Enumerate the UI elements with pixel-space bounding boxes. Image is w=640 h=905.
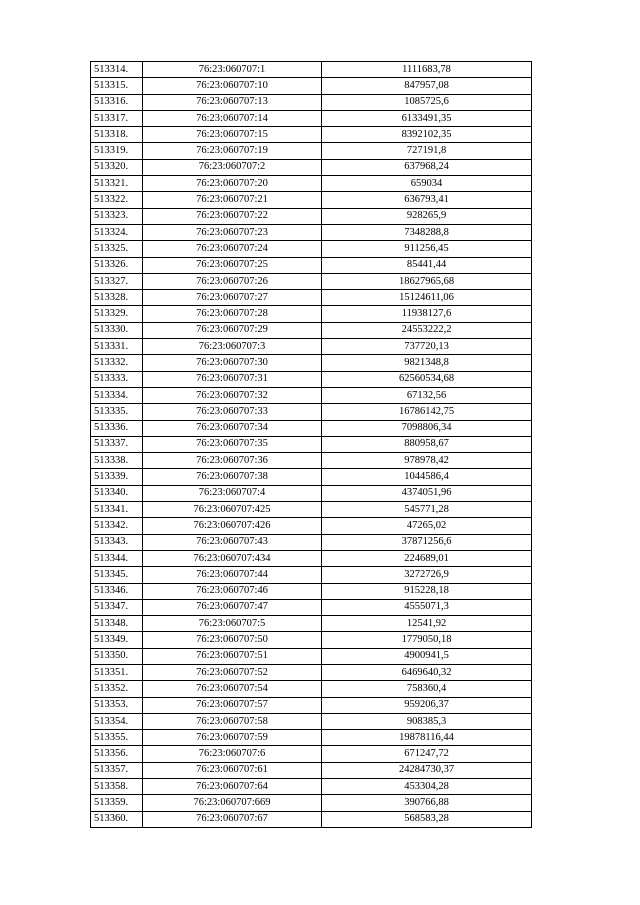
cadastral-number-cell: 76:23:060707:47 [143,599,322,615]
cadastral-number-cell: 76:23:060707:33 [143,404,322,420]
cadastral-number-cell: 76:23:060707:5 [143,616,322,632]
cadastral-number-cell: 76:23:060707:426 [143,518,322,534]
table-row [91,713,532,729]
cadastral-number-cell: 76:23:060707:61 [143,762,322,778]
row-number-cell: 513324. [91,224,143,240]
row-number-cell: 513354. [91,713,143,729]
cadastral-value-cell: 1044586,4 [322,469,532,485]
row-number-cell: 513336. [91,420,143,436]
row-number-cell: 513314. [91,62,143,78]
row-number-cell: 513350. [91,648,143,664]
cadastral-number-cell: 76:23:060707:1 [143,62,322,78]
row-number-cell: 513344. [91,550,143,566]
cadastral-number-cell: 76:23:060707:32 [143,387,322,403]
table-row [91,127,532,143]
cadastral-number-cell: 76:23:060707:26 [143,273,322,289]
cadastral-value-cell: 637968,24 [322,159,532,175]
table-row [91,404,532,420]
table-row [91,224,532,240]
table-row [91,62,532,78]
row-number-cell: 513323. [91,208,143,224]
table-row [91,599,532,615]
table-row [91,502,532,518]
cadastral-value-cell: 7098806,34 [322,420,532,436]
table-row [91,550,532,566]
cadastral-number-cell: 76:23:060707:51 [143,648,322,664]
table-row [91,518,532,534]
table-row [91,648,532,664]
table-row [91,534,532,550]
cadastral-number-cell: 76:23:060707:36 [143,453,322,469]
row-number-cell: 513352. [91,681,143,697]
table-row [91,192,532,208]
cadastral-value-cell: 4555071,3 [322,599,532,615]
cadastral-value-cell: 928265,9 [322,208,532,224]
cadastral-number-cell: 76:23:060707:38 [143,469,322,485]
cadastral-value-cell: 7348288,8 [322,224,532,240]
table-row [91,306,532,322]
row-number-cell: 513338. [91,453,143,469]
cadastral-value-cell: 908385,3 [322,713,532,729]
cadastral-number-cell: 76:23:060707:35 [143,436,322,452]
cadastral-value-cell: 67132,56 [322,387,532,403]
row-number-cell: 513351. [91,664,143,680]
row-number-cell: 513343. [91,534,143,550]
row-number-cell: 513359. [91,795,143,811]
table-row [91,371,532,387]
row-number-cell: 513325. [91,241,143,257]
cadastral-number-cell: 76:23:060707:24 [143,241,322,257]
cadastral-number-cell: 76:23:060707:6 [143,746,322,762]
cadastral-value-cell: 727191,8 [322,143,532,159]
cadastral-number-cell: 76:23:060707:2 [143,159,322,175]
row-number-cell: 513332. [91,355,143,371]
cadastral-number-cell: 76:23:060707:50 [143,632,322,648]
cadastral-value-cell: 915228,18 [322,583,532,599]
table-row [91,697,532,713]
cadastral-value-cell: 15124611,06 [322,290,532,306]
cadastral-value-cell: 758360,4 [322,681,532,697]
cadastral-number-cell: 76:23:060707:54 [143,681,322,697]
table-body [91,62,532,828]
cadastral-number-cell: 76:23:060707:15 [143,127,322,143]
document-page [90,61,531,828]
row-number-cell: 513348. [91,616,143,632]
cadastral-number-cell: 76:23:060707:30 [143,355,322,371]
cadastral-value-cell: 47265,02 [322,518,532,534]
cadastral-number-cell: 76:23:060707:34 [143,420,322,436]
cadastral-number-cell: 76:23:060707:57 [143,697,322,713]
cadastral-value-cell: 37871256,6 [322,534,532,550]
cadastral-value-cell: 659034 [322,176,532,192]
table-row [91,78,532,94]
cadastral-number-cell: 76:23:060707:27 [143,290,322,306]
row-number-cell: 513337. [91,436,143,452]
row-number-cell: 513339. [91,469,143,485]
cadastral-number-cell: 76:23:060707:31 [143,371,322,387]
cadastral-number-cell: 76:23:060707:669 [143,795,322,811]
table-row [91,567,532,583]
cadastral-number-cell: 76:23:060707:19 [143,143,322,159]
cadastral-number-cell: 76:23:060707:4 [143,485,322,501]
table-row [91,469,532,485]
cadastral-value-cell: 911256,45 [322,241,532,257]
cadastral-number-cell: 76:23:060707:21 [143,192,322,208]
row-number-cell: 513353. [91,697,143,713]
cadastral-value-cell: 1085725,6 [322,94,532,110]
cadastral-number-cell: 76:23:060707:20 [143,176,322,192]
row-number-cell: 513346. [91,583,143,599]
table-row [91,273,532,289]
cadastral-value-cell: 847957,08 [322,78,532,94]
cadastral-value-cell: 978978,42 [322,453,532,469]
cadastral-value-cell: 24284730,37 [322,762,532,778]
cadastral-number-cell: 76:23:060707:46 [143,583,322,599]
cadastral-value-cell: 390766,88 [322,795,532,811]
cadastral-value-cell: 16786142,75 [322,404,532,420]
row-number-cell: 513356. [91,746,143,762]
table-row [91,355,532,371]
row-number-cell: 513330. [91,322,143,338]
row-number-cell: 513327. [91,273,143,289]
cadastral-value-cell: 545771,28 [322,502,532,518]
table-row [91,664,532,680]
row-number-cell: 513316. [91,94,143,110]
cadastral-value-cell: 62560534,68 [322,371,532,387]
cadastral-value-cell: 8392102,35 [322,127,532,143]
cadastral-value-cell: 737720,13 [322,339,532,355]
row-number-cell: 513329. [91,306,143,322]
cadastral-value-cell: 453304,28 [322,779,532,795]
table-row [91,387,532,403]
cadastral-number-cell: 76:23:060707:44 [143,567,322,583]
cadastral-number-cell: 76:23:060707:43 [143,534,322,550]
table-row [91,241,532,257]
cadastral-value-cell: 880958,67 [322,436,532,452]
table-row [91,159,532,175]
row-number-cell: 513335. [91,404,143,420]
table-row [91,420,532,436]
row-number-cell: 513322. [91,192,143,208]
cadastral-number-cell: 76:23:060707:434 [143,550,322,566]
table-row [91,110,532,126]
cadastral-number-cell: 76:23:060707:13 [143,94,322,110]
table-row [91,795,532,811]
cadastral-number-cell: 76:23:060707:22 [143,208,322,224]
row-number-cell: 513318. [91,127,143,143]
row-number-cell: 513347. [91,599,143,615]
cadastral-number-cell: 76:23:060707:23 [143,224,322,240]
table-row [91,762,532,778]
table-row [91,746,532,762]
table-row [91,436,532,452]
cadastral-value-table [90,61,532,828]
cadastral-number-cell: 76:23:060707:64 [143,779,322,795]
cadastral-value-cell: 4374051,96 [322,485,532,501]
cadastral-value-cell: 636793,41 [322,192,532,208]
table-row [91,290,532,306]
row-number-cell: 513342. [91,518,143,534]
table-row [91,632,532,648]
table-row [91,143,532,159]
row-number-cell: 513319. [91,143,143,159]
cadastral-number-cell: 76:23:060707:59 [143,730,322,746]
table-row [91,730,532,746]
cadastral-number-cell: 76:23:060707:28 [143,306,322,322]
cadastral-value-cell: 11938127,6 [322,306,532,322]
cadastral-value-cell: 9821348,8 [322,355,532,371]
row-number-cell: 513341. [91,502,143,518]
table-row [91,176,532,192]
table-row [91,453,532,469]
cadastral-value-cell: 224689,01 [322,550,532,566]
cadastral-value-cell: 12541,92 [322,616,532,632]
table-row [91,811,532,827]
cadastral-number-cell: 76:23:060707:25 [143,257,322,273]
cadastral-number-cell: 76:23:060707:67 [143,811,322,827]
row-number-cell: 513358. [91,779,143,795]
row-number-cell: 513349. [91,632,143,648]
cadastral-number-cell: 76:23:060707:58 [143,713,322,729]
cadastral-number-cell: 76:23:060707:29 [143,322,322,338]
cadastral-number-cell: 76:23:060707:3 [143,339,322,355]
row-number-cell: 513328. [91,290,143,306]
row-number-cell: 513326. [91,257,143,273]
table-row [91,94,532,110]
cadastral-value-cell: 1779050,18 [322,632,532,648]
table-row [91,779,532,795]
cadastral-value-cell: 671247,72 [322,746,532,762]
row-number-cell: 513315. [91,78,143,94]
row-number-cell: 513317. [91,110,143,126]
cadastral-value-cell: 85441,44 [322,257,532,273]
table-row [91,322,532,338]
table-row [91,583,532,599]
cadastral-value-cell: 18627965,68 [322,273,532,289]
row-number-cell: 513340. [91,485,143,501]
cadastral-value-cell: 6133491,35 [322,110,532,126]
row-number-cell: 513320. [91,159,143,175]
cadastral-value-cell: 19878116,44 [322,730,532,746]
cadastral-number-cell: 76:23:060707:425 [143,502,322,518]
cadastral-value-cell: 3272726,9 [322,567,532,583]
row-number-cell: 513355. [91,730,143,746]
cadastral-value-cell: 24553222,2 [322,322,532,338]
table-row [91,339,532,355]
cadastral-value-cell: 568583,28 [322,811,532,827]
table-row [91,208,532,224]
row-number-cell: 513357. [91,762,143,778]
row-number-cell: 513331. [91,339,143,355]
table-row [91,257,532,273]
row-number-cell: 513345. [91,567,143,583]
cadastral-value-cell: 6469640,32 [322,664,532,680]
row-number-cell: 513333. [91,371,143,387]
cadastral-number-cell: 76:23:060707:14 [143,110,322,126]
table-row [91,485,532,501]
cadastral-value-cell: 4900941,5 [322,648,532,664]
table-row [91,681,532,697]
cadastral-number-cell: 76:23:060707:52 [143,664,322,680]
cadastral-value-cell: 1111683,78 [322,62,532,78]
row-number-cell: 513360. [91,811,143,827]
table-row [91,616,532,632]
cadastral-number-cell: 76:23:060707:10 [143,78,322,94]
row-number-cell: 513334. [91,387,143,403]
cadastral-value-cell: 959206,37 [322,697,532,713]
row-number-cell: 513321. [91,176,143,192]
